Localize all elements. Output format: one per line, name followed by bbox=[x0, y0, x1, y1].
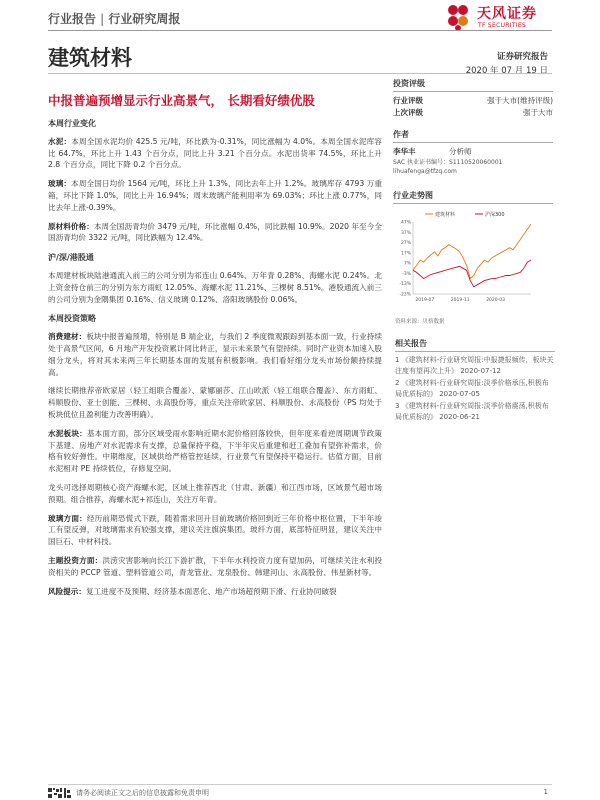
para-text: 洪涝灾害影响向长江下游扩散，下半年水利投资力度有望加码，可继续关注水利投资相关的 PCCP 管道、塑料管道公司，青龙管业、龙泉股份、韩建河山、永高股份、伟星新材等。 bbox=[48, 555, 383, 577]
page-title: 建筑材料 bbox=[48, 46, 132, 70]
paragraph-theme bbox=[48, 555, 382, 579]
section-heading: 本周投资策略 bbox=[48, 314, 96, 324]
y-tick-label: 47% bbox=[400, 220, 411, 226]
y-tick-label: -13% bbox=[399, 282, 411, 288]
para-label: 玻璃： bbox=[48, 179, 72, 189]
brand-name: 天风证券 bbox=[477, 6, 537, 22]
paragraph-raw bbox=[48, 221, 382, 245]
report-subtitle: 中报普遍预增显示行业高景气， 长期看好绩优股 bbox=[48, 93, 315, 108]
report-type: 证券研究报告 bbox=[496, 52, 548, 62]
x-tick-label: 2019-07 bbox=[415, 298, 435, 303]
para-text: 本周全国日均价 1564 元/吨，环比上升 1.3%，同比去年上升 1.2%。玻璃库存 4793 万重箱，环比下降 1.0%，同比上升 16.94%；周末玻璃产能利用率为 69.03%；环比上涨 0.77%，同比去年上涨-0.39%。 bbox=[48, 179, 383, 212]
author-sac: SAC 执业证书编号：S1110520060001 bbox=[393, 159, 503, 166]
disclaimer-text: 请务必阅读正文之后的信息披露和免责申明 bbox=[76, 789, 209, 797]
divider bbox=[393, 91, 553, 92]
para-text: 经历前期恐慌式下跌，随着需求回升目前玻璃价格回到近三年价格中枢位置，下半年竣工有望反弹，对玻璃需求有较强支撑，建议关注旗滨集团。玻纤方面，底部特征明显，建议关注中国巨石、中材科技。 bbox=[48, 513, 382, 547]
paragraph-consumer-rec: 继续长期推荐帝欧家居（轻工组联合覆盖）、蒙娜丽莎、江山欧派（轻工组联合覆盖）、东方雨虹、科顺股份、亚士创能、三棵树、永高股份等，重点关注帝欧家居、科顺股份、永高股份（PS 均处于板块低位且盈利能力改善明确）。 bbox=[48, 386, 382, 419]
divider bbox=[395, 351, 555, 352]
x-tick-label: 2020-03 bbox=[486, 298, 506, 303]
legend-label: 建筑材料 bbox=[435, 212, 456, 218]
trend-heading: 行业走势图 bbox=[393, 191, 433, 200]
rating-label: 行业评级 bbox=[393, 96, 423, 105]
paragraph-glass-sector bbox=[48, 513, 382, 548]
related-report-item[interactable]: 1 《建筑材料-行业研究周报:中报捷报频传，板块关注度有望再次上升》 2020-07-12 bbox=[395, 356, 554, 375]
paragraph-hk: 本周建材板块陆港通流入前三的公司分别为祁连山 0.64%、万年青 0.28%、海螺水泥 0.24%。北上资金持仓前三的分别为东方雨虹 12.05%、海螺水泥 11.21%、三棵树 8.51%。港股通流入前三的公司分别为金隅集团 0.16%、信义玻璃 0.12%、洛阳玻璃股份 0.06%。 bbox=[48, 270, 382, 304]
para-text: 板块中报普遍预增，特别是 B 端企业，与我们 2 季度微观跟踪到基本面一致，行业持续处于高景气区间，6 月地产开发投资累计同比转正，显示未来景气有望持续。同时产业资本加速入股细分龙头，将对其未来两三年长期基本面的发展有积极影响。我们看好细分龙头市场份额持续提高。 bbox=[48, 332, 382, 377]
y-tick-label: 37% bbox=[400, 230, 411, 236]
series-line bbox=[413, 260, 531, 287]
subcategory-label: 行业研究周报 bbox=[108, 12, 181, 26]
related-heading: 相关报告 bbox=[395, 339, 427, 348]
author-name: 李华丰 bbox=[393, 147, 416, 156]
author-heading: 作者 bbox=[393, 130, 409, 139]
paragraph-consumer bbox=[48, 331, 382, 378]
y-tick-label: -23% bbox=[399, 292, 411, 298]
para-label: 风险提示： bbox=[48, 586, 86, 596]
para-label: 主题投资方面： bbox=[48, 555, 103, 565]
related-list bbox=[395, 355, 555, 423]
separator: | bbox=[100, 12, 105, 26]
para-label: 玻璃方面： bbox=[48, 513, 87, 523]
para-label: 消费建材： bbox=[48, 332, 87, 342]
para-label: 水泥板块： bbox=[48, 428, 87, 438]
author-role: 分析师 bbox=[449, 147, 472, 156]
report-category bbox=[48, 10, 180, 27]
author-row bbox=[393, 146, 553, 158]
y-tick-label: 27% bbox=[400, 241, 411, 247]
y-tick-label: -3% bbox=[402, 271, 411, 277]
related-report-item[interactable]: 2 《建筑材料-行业研究周报:淡季价格承压,积极布局优质标的》 2020-07-05 bbox=[395, 379, 549, 398]
page-number: 1 bbox=[543, 788, 548, 796]
para-label: 水泥： bbox=[48, 136, 72, 146]
category-label: 行业报告 bbox=[48, 12, 97, 26]
title-divider bbox=[48, 73, 552, 74]
divider bbox=[393, 142, 553, 143]
chart-source: 资料来源：贝格数据 bbox=[395, 319, 445, 325]
section-heading: 沪/深/港股通 bbox=[48, 253, 94, 263]
y-tick-label: 7% bbox=[403, 261, 411, 267]
prev-rating-row bbox=[393, 107, 553, 119]
para-text: 本周全国沥青均价 3479 元/吨，环比涨幅 0.4%，同比跌幅 10.9%。2020 年至今全国沥青均价 3322 元/吨，同比跌幅为 12.4%。 bbox=[48, 221, 383, 243]
rating-row bbox=[393, 95, 553, 107]
header-divider bbox=[48, 30, 552, 31]
divider bbox=[393, 203, 553, 204]
series-line bbox=[413, 224, 531, 279]
rating-value: 强于大市(维持评级) bbox=[487, 96, 553, 105]
legend-label: 沪深300 bbox=[485, 212, 505, 218]
brand-name-en: TF SECURITIES bbox=[478, 22, 527, 29]
para-text: 本周全国水泥均价 425.5 元/吨，环比跌为-0.31%，同比涨幅为 4.0%。本周全国水泥库容比 64.7%，环比上升 1.43 个百分点，同比上升 3.21 个百分点。水泥出货率 74.5%，环比上升 2.8 个百分点，同比下降 0.2 个百分点。 bbox=[48, 136, 382, 170]
y-tick-label: 17% bbox=[400, 251, 411, 257]
related-reports bbox=[395, 338, 555, 424]
para-text: 基本面方面，部分区域受雨水影响近期水泥价格回落较快，但年度来看逆周期调节政策下基建、房地产对水泥需求有支撑，总量保持平稳，下半年灾后重建和赶工叠加有望弥补需求，价格有较好弹性。中期维度，区域供给严格管控延续，行业景气有望保持平稳运行。估值方面，目前水泥相对 PE 持续低位，存修复空间。 bbox=[48, 428, 382, 474]
para-text: 复工进度不及预期、经济基本面恶化、地产市场超预期下滑、行业协同破裂 bbox=[85, 586, 337, 596]
sidebar bbox=[393, 78, 553, 207]
author-email[interactable]: lihuafenga@tfzq.com bbox=[393, 168, 457, 175]
para-label: 原材料价格： bbox=[48, 221, 94, 231]
related-report-item[interactable]: 3 《建筑材料-行业研究周报:淡季价格震荡,积极布局优质标的》 2020-06-21 bbox=[395, 402, 549, 421]
rating-heading: 投资评级 bbox=[393, 79, 425, 88]
logo-icon bbox=[443, 2, 473, 32]
paragraph-cement-sector bbox=[48, 428, 382, 475]
paragraph-cement bbox=[48, 136, 382, 171]
paragraph-glass bbox=[48, 178, 382, 213]
prev-rating-label: 上次评级 bbox=[393, 108, 423, 117]
footer-divider bbox=[48, 784, 552, 785]
trend-chart bbox=[395, 208, 535, 308]
paragraph-cement-rec: 龙头可选择周期核心资产海螺水泥，区域上推荐西北（甘肃、新疆）和江西市场，区域景气超市场预期。组合推荐，海螺水泥+祁连山，关注万年青。 bbox=[48, 482, 382, 504]
prev-rating-value: 强于大市 bbox=[523, 108, 553, 117]
section-heading: 本周行业变化 bbox=[48, 119, 96, 128]
x-tick-label: 2019-11 bbox=[450, 298, 470, 303]
paragraph-risk bbox=[48, 586, 382, 598]
main-content bbox=[48, 118, 382, 604]
qr-code-icon bbox=[48, 788, 72, 798]
report-date: 2020 年 07 月 19 日 bbox=[465, 66, 548, 76]
